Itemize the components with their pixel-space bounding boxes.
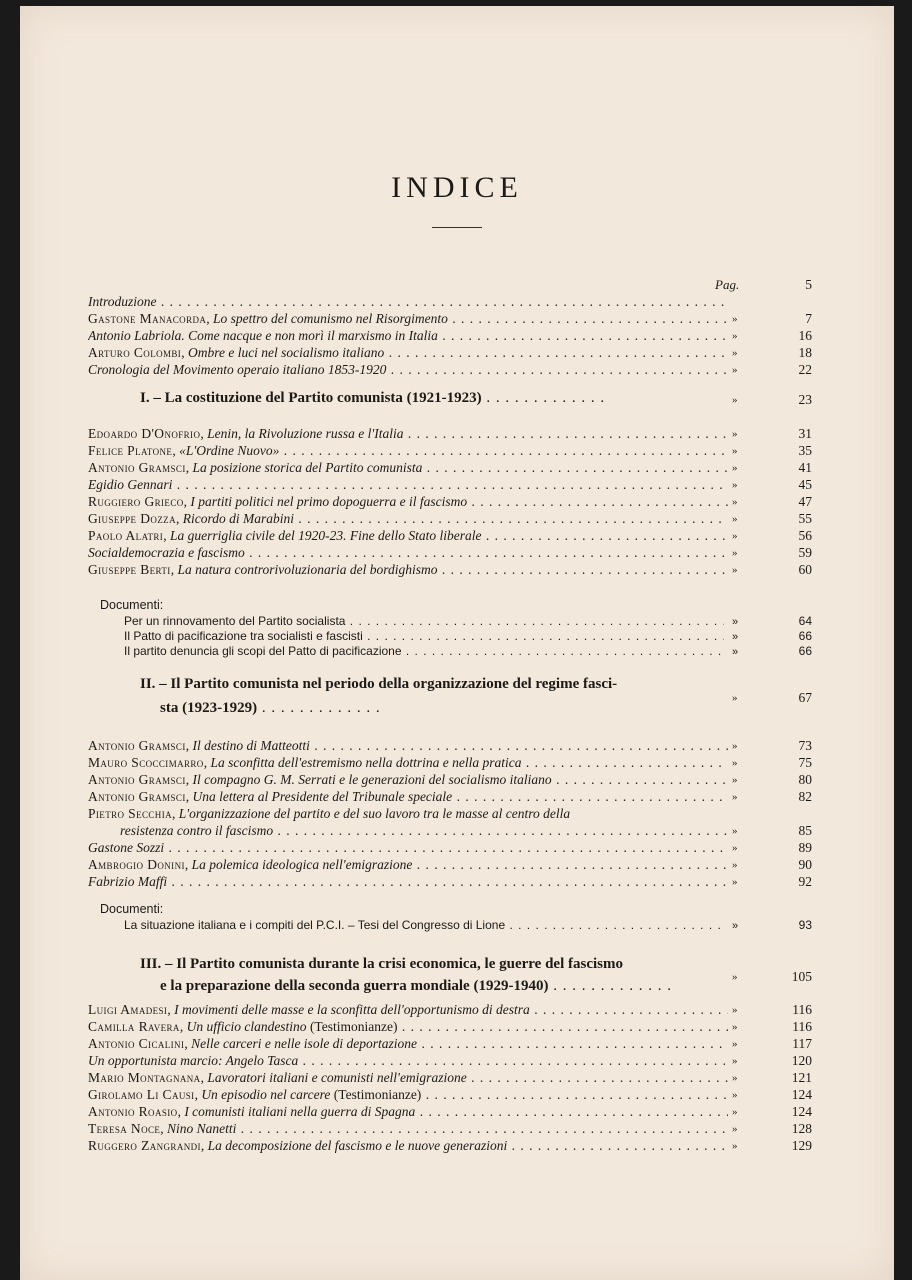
toc-entry[interactable]	[20, 1104, 894, 1121]
page-number: 55	[798, 511, 812, 526]
ditto-mark: »	[732, 1123, 738, 1135]
toc-entry-text	[124, 644, 724, 658]
page-number: 89	[798, 840, 812, 855]
entry-work: La natura controrivoluzionaria del bordighismo	[177, 562, 438, 577]
page-number: 80	[798, 772, 812, 787]
page-number: 92	[798, 874, 812, 889]
entry-separator: ,	[185, 738, 193, 753]
entry-author: Antonio Cicalini	[88, 1036, 185, 1051]
pag-label: Pag.	[715, 277, 740, 292]
toc-entry[interactable]	[20, 528, 894, 545]
entry-author: Ambrogio Donini	[88, 857, 185, 872]
toc-entry[interactable]	[20, 1070, 894, 1087]
toc-entry-text	[88, 1070, 728, 1086]
entry-separator: ,	[163, 528, 170, 543]
entry-work: La sconfitta dell'estremismo nella dottrina e nella pratica	[210, 755, 522, 770]
toc-entry-text	[88, 874, 728, 890]
ditto-mark: »	[732, 496, 738, 508]
entry-work: Nino Nanetti	[167, 1121, 237, 1136]
entry-separator: ,	[194, 1087, 202, 1102]
ditto-mark: »	[732, 825, 738, 837]
toc-entry[interactable]	[20, 294, 894, 311]
page-number: 56	[798, 528, 812, 543]
entry-work: Egidio Gennari	[88, 477, 173, 492]
ditto-mark: »	[732, 394, 738, 406]
toc-entry-text	[124, 614, 724, 628]
toc-entry-text	[88, 443, 728, 459]
ditto-mark: »	[732, 1021, 738, 1033]
toc-entry[interactable]	[20, 477, 894, 494]
entry-work: La guerriglia civile del 1920-23. Fine dello Stato liberale	[169, 528, 482, 543]
ditto-mark: »	[732, 330, 738, 342]
entry-work: Antonio Labriola. Come nacque e non morì il marxismo in Italia	[88, 328, 438, 343]
entry-author: Gastone Manacorda	[88, 311, 207, 326]
toc-entry-text	[88, 1019, 728, 1035]
entry-work: «L'Ordine Nuovo»	[179, 443, 280, 458]
toc-entry-text	[88, 528, 728, 544]
ditto-mark: »	[732, 774, 738, 786]
toc-entry[interactable]	[20, 644, 894, 661]
ditto-mark: »	[732, 692, 738, 704]
toc-entry[interactable]	[20, 460, 894, 477]
entry-separator: ,	[183, 494, 191, 509]
ditto-mark: »	[732, 547, 738, 559]
entry-work: Fabrizio Maffi	[88, 874, 168, 889]
page-number: 22	[798, 362, 812, 377]
toc-entry[interactable]	[20, 738, 894, 755]
entry-author: Antonio Gramsci	[88, 738, 186, 753]
section-heading[interactable]: II. – Il Partito comunista nel periodo della organizzazione del regime fasci-	[140, 676, 618, 692]
toc-entry-text	[88, 426, 728, 442]
page-number: 41	[798, 460, 812, 475]
toc-entry-text	[88, 1087, 728, 1103]
entry-separator: ,	[206, 311, 214, 326]
entry-work: resistenza contro il fascismo	[120, 823, 274, 838]
toc-entry-text	[88, 328, 728, 344]
toc-entry[interactable]	[20, 328, 894, 345]
page-number: 124	[791, 1087, 812, 1102]
toc-entry[interactable]	[20, 1053, 894, 1070]
entry-separator: ,	[160, 1121, 168, 1136]
toc-entry[interactable]	[20, 874, 894, 891]
page-number: 66	[798, 629, 812, 643]
entry-separator: ,	[185, 789, 193, 804]
toc-entry[interactable]	[20, 823, 894, 840]
toc-entry[interactable]	[20, 755, 894, 772]
toc-entry-text	[88, 494, 728, 510]
toc-entry-text	[88, 857, 728, 873]
page-number: 35	[798, 443, 812, 458]
ditto-mark: »	[732, 920, 739, 932]
page-number: 121	[791, 1070, 812, 1085]
entry-work: Lo spettro del comunismo nel Risorgimento	[213, 311, 448, 326]
toc-entry[interactable]	[20, 311, 894, 328]
entry-separator: ,	[177, 1104, 185, 1119]
ditto-mark: »	[732, 616, 739, 628]
ditto-mark: »	[732, 631, 739, 643]
entry-separator: ,	[175, 511, 183, 526]
toc-entry[interactable]	[20, 806, 894, 823]
toc-entry[interactable]	[20, 1087, 894, 1104]
page-number: 7	[805, 311, 812, 326]
entry-author: Antonio Gramsci	[88, 789, 186, 804]
entry-separator: ,	[179, 1019, 187, 1034]
toc-entry[interactable]	[20, 426, 894, 443]
toc-entry-text	[88, 738, 728, 754]
entry-author: Luigi Amadesi	[88, 1002, 168, 1017]
page-number: 116	[792, 1019, 812, 1034]
toc-entry[interactable]	[20, 562, 894, 579]
entry-separator: ,	[172, 443, 180, 458]
ditto-mark: »	[732, 364, 738, 376]
page-number: 82	[798, 789, 812, 804]
page-number: 93	[798, 918, 812, 932]
entry-author: Antonio Gramsci	[88, 772, 186, 787]
entry-author: Mario Montagnana	[88, 1070, 201, 1085]
section-heading[interactable]: I. – La costituzione del Partito comunista (1921-1923) . . .	[140, 390, 605, 407]
entry-author: Girolamo Li Causi	[88, 1087, 195, 1102]
ditto-mark: »	[732, 513, 738, 525]
entry-author: Felice Platone	[88, 443, 173, 458]
entry-separator: ,	[184, 1036, 192, 1051]
toc-entry-text	[88, 1053, 728, 1069]
ditto-mark: »	[732, 876, 738, 888]
entry-work: La decomposizione del fascismo e le nuove generazioni	[207, 1138, 508, 1153]
toc-entry-text	[88, 1002, 728, 1018]
entry-author: Arturo Colombi	[88, 345, 182, 360]
entry-author: Ruggero Zangrandi	[88, 1138, 201, 1153]
page-number: 75	[798, 755, 812, 770]
book-page	[20, 6, 894, 1280]
toc-entry-text	[88, 1036, 728, 1052]
entry-work: Introduzione	[88, 294, 157, 309]
toc-entry-text	[124, 629, 724, 643]
entry-author: Antonio Roasio	[88, 1104, 178, 1119]
ditto-mark: »	[732, 1106, 738, 1118]
entry-separator: ,	[200, 1070, 208, 1085]
entry-separator: ,	[184, 857, 192, 872]
ditto-mark: »	[732, 479, 738, 491]
ditto-mark: »	[732, 1038, 738, 1050]
entry-note: (Testimonianze)	[306, 1019, 398, 1034]
entry-author: Giuseppe Dozza	[88, 511, 176, 526]
toc-entry[interactable]	[20, 362, 894, 379]
entry-author: Mauro Scoccimarro	[88, 755, 204, 770]
section-page-row	[20, 392, 894, 409]
ditto-mark: »	[732, 1072, 738, 1084]
entry-separator: ,	[167, 1002, 175, 1017]
ditto-mark: »	[732, 462, 738, 474]
ditto-mark: »	[732, 971, 738, 983]
entry-work: Ombre e luci nel socialismo italiano	[187, 345, 385, 360]
toc-entry-text	[124, 918, 724, 932]
toc-entry[interactable]	[20, 494, 894, 511]
toc-entry-text	[88, 460, 728, 476]
page-number: 128	[791, 1121, 812, 1136]
ditto-mark: »	[732, 1089, 738, 1101]
ditto-mark: »	[732, 1055, 738, 1067]
entry-work: Un ufficio clandestino	[186, 1019, 307, 1034]
entry-work: La posizione storica del Partito comunista	[192, 460, 423, 475]
toc-entry-text	[88, 511, 728, 527]
page-number: 45	[798, 477, 812, 492]
entry-note: (Testimonianze)	[330, 1087, 422, 1102]
ditto-mark: »	[732, 740, 738, 752]
entry-author: Giuseppe Berti	[88, 562, 171, 577]
ditto-mark: »	[732, 313, 738, 325]
entry-separator: ,	[172, 806, 179, 821]
ditto-mark: »	[732, 1140, 738, 1152]
documents-label: Documenti:	[100, 598, 164, 612]
toc-entry-text	[88, 1121, 728, 1137]
documents-label: Documenti:	[100, 902, 164, 916]
entry-separator: ,	[200, 1138, 208, 1153]
page-number: 16	[798, 328, 812, 343]
entry-work: Lavoratori italiani e comunisti nell'emigrazione	[207, 1070, 467, 1085]
ditto-mark: »	[732, 530, 738, 542]
page-number: 64	[798, 614, 812, 628]
toc-entry-text	[88, 362, 728, 378]
toc-entry-text	[88, 311, 728, 327]
ditto-mark: »	[732, 842, 738, 854]
page-number: 117	[792, 1036, 812, 1051]
section-heading[interactable]: sta (1923-1929) . . .	[160, 700, 381, 717]
page-number: 60	[798, 562, 812, 577]
entry-work: Cronologia del Movimento operaio italiano 1853-1920	[88, 362, 387, 377]
page-number: 85	[798, 823, 812, 838]
section-heading[interactable]: e la preparazione della seconda guerra mondiale (1929-1940) . . .	[160, 978, 672, 995]
entry-separator: ,	[185, 772, 193, 787]
ditto-mark: »	[732, 428, 738, 440]
entry-work: L'organizzazione del partito e del suo lavoro tra le masse al centro della	[178, 806, 571, 821]
ditto-mark: »	[732, 646, 739, 658]
entry-separator: ,	[185, 460, 193, 475]
document-title: Il partito denuncia gli scopi del Patto di pacificazione	[124, 644, 402, 658]
page-number: 47	[798, 494, 812, 509]
toc-entry-text	[88, 806, 728, 822]
entry-work: Gastone Sozzi	[88, 840, 165, 855]
toc-entry[interactable]	[20, 1121, 894, 1138]
ditto-mark: »	[732, 445, 738, 457]
toc-entry-text	[88, 840, 728, 856]
document-title: Il Patto di pacificazione tra socialisti e fascisti	[124, 629, 363, 643]
entry-work: Il compagno G. M. Serrati e le generazioni del socialismo italiano	[192, 772, 552, 787]
toc-entry[interactable]	[20, 789, 894, 806]
toc-entry[interactable]	[20, 1019, 894, 1036]
page-number: 59	[798, 545, 812, 560]
page-number: 66	[798, 644, 812, 658]
entry-work: Nelle carceri e nelle isole di deportazione	[191, 1036, 418, 1051]
toc-entry-text	[88, 477, 728, 493]
entry-work: Lenin, la Rivoluzione russa e l'Italia	[207, 426, 404, 441]
title-rule	[432, 227, 482, 228]
entry-work: I movimenti delle masse e la sconfitta dell'opportunismo di destra	[174, 1002, 530, 1017]
toc-entry[interactable]	[20, 545, 894, 562]
document-title: La situazione italiana e i compiti del P.C.I. – Tesi del Congresso di Lione	[124, 918, 506, 932]
toc-entry-text	[88, 1138, 728, 1154]
entry-work: La polemica ideologica nell'emigrazione	[191, 857, 413, 872]
ditto-mark: »	[732, 1004, 738, 1016]
toc-entry[interactable]	[20, 1036, 894, 1053]
page-number: 124	[791, 1104, 812, 1119]
toc-entry-text	[88, 755, 728, 771]
entry-work: Un episodio nel carcere	[201, 1087, 331, 1102]
section-page-row	[20, 690, 894, 707]
toc-entry[interactable]	[20, 840, 894, 857]
page-title: INDICE	[391, 171, 523, 204]
entry-author: Teresa Noce	[88, 1121, 161, 1136]
entry-separator: ,	[200, 426, 208, 441]
toc-entry[interactable]	[20, 443, 894, 460]
toc-entry-text	[88, 772, 728, 788]
toc-entry-text	[88, 1104, 728, 1120]
toc-entry[interactable]	[20, 918, 894, 935]
entry-work: Una lettera al Presidente del Tribunale speciale	[192, 789, 453, 804]
page-number: 116	[792, 1002, 812, 1017]
ditto-mark: »	[732, 564, 738, 576]
entry-author: Antonio Gramsci	[88, 460, 186, 475]
page-number: 5	[805, 277, 812, 292]
ditto-mark: »	[732, 347, 738, 359]
toc-entry-text	[120, 823, 728, 839]
entry-work: Il destino di Matteotti	[192, 738, 310, 753]
entry-work: Socialdemocrazia e fascismo	[88, 545, 245, 560]
page-number: 90	[798, 857, 812, 872]
toc-entry[interactable]	[20, 511, 894, 528]
entry-separator: ,	[181, 345, 188, 360]
page-number: 105	[791, 969, 812, 984]
page-number: 73	[798, 738, 812, 753]
entry-author: Ruggiero Grieco	[88, 494, 184, 509]
toc-entry-text	[88, 294, 728, 310]
toc-entry-text	[88, 545, 728, 561]
entry-author: Camilla Ravera	[88, 1019, 180, 1034]
toc-entry[interactable]	[20, 1002, 894, 1019]
page-number: 23	[798, 392, 812, 407]
intro-page-row	[20, 277, 894, 294]
page-number: 67	[798, 690, 812, 705]
toc-entry[interactable]	[20, 857, 894, 874]
ditto-mark: »	[732, 791, 738, 803]
entry-work: I comunisti italiani nella guerra di Spagna	[184, 1104, 416, 1119]
document-title: Per un rinnovamento del Partito socialista	[124, 614, 346, 628]
toc-entry[interactable]	[20, 772, 894, 789]
entry-work: Ricordo di Marabini	[182, 511, 294, 526]
entry-author: Pietro Secchia	[88, 806, 172, 821]
toc-entry[interactable]	[20, 1138, 894, 1155]
section-heading[interactable]: III. – Il Partito comunista durante la crisi economica, le guerre del fascismo	[140, 956, 623, 972]
page-number: 120	[791, 1053, 812, 1068]
toc-entry-text	[88, 345, 728, 361]
section-page-row	[20, 969, 894, 986]
toc-entry-text	[88, 789, 728, 805]
entry-work: Un opportunista marcio: Angelo Tasca	[88, 1053, 299, 1068]
entry-author: Paolo Alatri	[88, 528, 164, 543]
ditto-mark: »	[732, 757, 738, 769]
page-number: 18	[798, 345, 812, 360]
entry-separator: ,	[170, 562, 178, 577]
toc-entry[interactable]	[20, 345, 894, 362]
entry-separator: ,	[203, 755, 211, 770]
toc-entry-text	[88, 562, 728, 578]
ditto-mark: »	[732, 859, 738, 871]
entry-author: Edoardo D'Onofrio	[88, 426, 201, 441]
page-number: 129	[791, 1138, 812, 1153]
entry-work: I partiti politici nel primo dopoguerra e il fascismo	[190, 494, 468, 509]
page-number: 31	[798, 426, 812, 441]
